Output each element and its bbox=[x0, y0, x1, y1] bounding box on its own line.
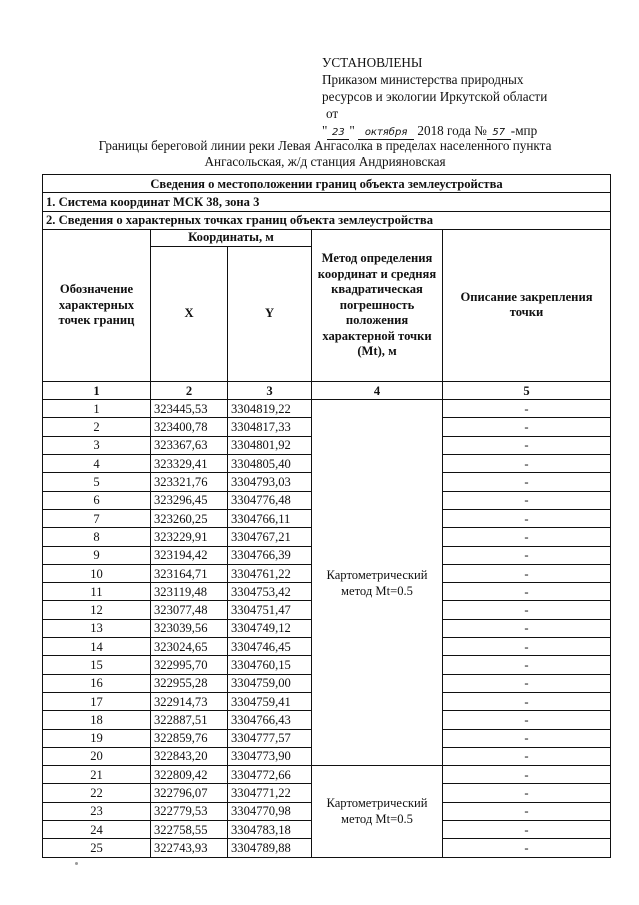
point-description: - bbox=[443, 583, 611, 601]
point-number: 7 bbox=[43, 509, 151, 527]
point-x: 323194,42 bbox=[151, 546, 228, 564]
coordinate-system-row bbox=[43, 193, 611, 211]
point-description: - bbox=[443, 802, 611, 820]
approval-number: 57 bbox=[487, 126, 511, 140]
point-y: 3304777,57 bbox=[228, 729, 312, 747]
point-x: 323164,71 bbox=[151, 564, 228, 582]
scan-speck bbox=[75, 862, 78, 865]
point-description: - bbox=[443, 619, 611, 637]
point-x: 322743,93 bbox=[151, 839, 228, 857]
point-y: 3304776,48 bbox=[228, 491, 312, 509]
point-number: 19 bbox=[43, 729, 151, 747]
point-description: - bbox=[443, 766, 611, 784]
point-description: - bbox=[443, 473, 611, 491]
point-x: 323024,65 bbox=[151, 638, 228, 656]
point-x: 322809,42 bbox=[151, 766, 228, 784]
point-y: 3304783,18 bbox=[228, 821, 312, 839]
point-y: 3304767,21 bbox=[228, 528, 312, 546]
point-number: 11 bbox=[43, 583, 151, 601]
subtitle-line-2: Ангасольская, ж/д станция Андрияновская bbox=[204, 154, 446, 169]
subtitle-line-1: Границы береговой линии реки Левая Ангасолка в пределах населенного пункта bbox=[98, 138, 552, 153]
section-title-row bbox=[43, 175, 611, 193]
point-y: 3304770,98 bbox=[228, 802, 312, 820]
point-description: - bbox=[443, 455, 611, 473]
point-x: 323119,48 bbox=[151, 583, 228, 601]
point-number: 4 bbox=[43, 455, 151, 473]
point-description: - bbox=[443, 821, 611, 839]
point-y: 3304759,00 bbox=[228, 674, 312, 692]
point-description: - bbox=[443, 784, 611, 802]
point-description: - bbox=[443, 674, 611, 692]
column-number: 2 bbox=[151, 381, 228, 399]
point-number: 18 bbox=[43, 711, 151, 729]
point-number: 21 bbox=[43, 766, 151, 784]
point-number: 16 bbox=[43, 674, 151, 692]
point-y: 3304805,40 bbox=[228, 455, 312, 473]
point-x: 322758,55 bbox=[151, 821, 228, 839]
approval-line-1: Приказом министерства природных bbox=[322, 72, 524, 87]
col-designation-header: Обозначение характерных точек границ bbox=[43, 229, 151, 381]
point-number: 5 bbox=[43, 473, 151, 491]
point-y: 3304751,47 bbox=[228, 601, 312, 619]
col-y-header: Y bbox=[228, 246, 312, 381]
section-title: Сведения о местоположении границ объекта землеустройства bbox=[43, 175, 611, 193]
point-x: 323077,48 bbox=[151, 601, 228, 619]
approval-day: 23 bbox=[327, 126, 349, 140]
approval-heading: УСТАНОВЛЕНЫ bbox=[322, 55, 423, 70]
point-number: 15 bbox=[43, 656, 151, 674]
point-y: 3304801,92 bbox=[228, 436, 312, 454]
point-description: - bbox=[443, 546, 611, 564]
point-number: 9 bbox=[43, 546, 151, 564]
point-y: 3304766,43 bbox=[228, 711, 312, 729]
point-number: 1 bbox=[43, 400, 151, 418]
point-number: 10 bbox=[43, 564, 151, 582]
point-number: 20 bbox=[43, 747, 151, 765]
point-x: 322779,53 bbox=[151, 802, 228, 820]
quote-close: " bbox=[349, 123, 355, 138]
point-description: - bbox=[443, 418, 611, 436]
point-number: 24 bbox=[43, 821, 151, 839]
point-number: 12 bbox=[43, 601, 151, 619]
point-y: 3304760,15 bbox=[228, 656, 312, 674]
point-x: 323296,45 bbox=[151, 491, 228, 509]
point-description: - bbox=[443, 564, 611, 582]
point-y: 3304793,03 bbox=[228, 473, 312, 491]
point-y: 3304772,66 bbox=[228, 766, 312, 784]
point-x: 322995,70 bbox=[151, 656, 228, 674]
point-x: 322914,73 bbox=[151, 692, 228, 710]
point-number: 23 bbox=[43, 802, 151, 820]
approval-line-2: ресурсов и экологии Иркутской области bbox=[322, 89, 548, 104]
point-number: 8 bbox=[43, 528, 151, 546]
points-title: 2. Сведения о характерных точках границ объекта землеустройства bbox=[43, 211, 611, 229]
point-x: 322796,07 bbox=[151, 784, 228, 802]
point-description: - bbox=[443, 491, 611, 509]
point-x: 323321,76 bbox=[151, 473, 228, 491]
point-description: - bbox=[443, 509, 611, 527]
point-x: 323329,41 bbox=[151, 455, 228, 473]
point-y: 3304749,12 bbox=[228, 619, 312, 637]
point-y: 3304746,45 bbox=[228, 638, 312, 656]
point-x: 323367,63 bbox=[151, 436, 228, 454]
col-coords-header: Координаты, м bbox=[151, 229, 312, 246]
method-cell: Картометрический метод Mt=0.5 bbox=[312, 766, 443, 857]
point-y: 3304771,22 bbox=[228, 784, 312, 802]
table-row bbox=[43, 766, 611, 784]
point-x: 323260,25 bbox=[151, 509, 228, 527]
point-description: - bbox=[443, 692, 611, 710]
point-description: - bbox=[443, 601, 611, 619]
point-y: 3304817,33 bbox=[228, 418, 312, 436]
col-x-header: X bbox=[151, 246, 228, 381]
point-number: 3 bbox=[43, 436, 151, 454]
column-numbers-row bbox=[43, 381, 611, 399]
point-x: 322887,51 bbox=[151, 711, 228, 729]
point-y: 3304759,41 bbox=[228, 692, 312, 710]
approval-suffix: -мпр bbox=[510, 123, 538, 138]
column-number: 3 bbox=[228, 381, 312, 399]
point-y: 3304766,11 bbox=[228, 509, 312, 527]
document-subtitle bbox=[40, 138, 610, 170]
point-y: 3304766,39 bbox=[228, 546, 312, 564]
point-y: 3304819,22 bbox=[228, 400, 312, 418]
approval-from: от bbox=[326, 106, 339, 121]
point-number: 13 bbox=[43, 619, 151, 637]
coordinate-system: 1. Система координат МСК 38, зона 3 bbox=[43, 193, 611, 211]
point-x: 322955,28 bbox=[151, 674, 228, 692]
point-description: - bbox=[443, 839, 611, 857]
approval-block bbox=[322, 54, 622, 140]
column-number: 1 bbox=[43, 381, 151, 399]
point-x: 323229,91 bbox=[151, 528, 228, 546]
table-row bbox=[43, 400, 611, 418]
point-description: - bbox=[443, 436, 611, 454]
point-x: 322859,76 bbox=[151, 729, 228, 747]
point-number: 22 bbox=[43, 784, 151, 802]
method-cell: Картометрический метод Mt=0.5 bbox=[312, 400, 443, 766]
point-x: 323445,53 bbox=[151, 400, 228, 418]
col-description-header: Описание закрепления точки bbox=[443, 229, 611, 381]
point-description: - bbox=[443, 528, 611, 546]
point-x: 323400,78 bbox=[151, 418, 228, 436]
header-row-1 bbox=[43, 229, 611, 246]
column-number: 4 bbox=[312, 381, 443, 399]
point-x: 323039,56 bbox=[151, 619, 228, 637]
point-y: 3304761,22 bbox=[228, 564, 312, 582]
point-number: 17 bbox=[43, 692, 151, 710]
point-x: 322843,20 bbox=[151, 747, 228, 765]
boundary-points-table bbox=[42, 174, 611, 858]
col-method-header: Метод определения координат и средняя квадратическая погрешность положения характерной точки (Mt), м bbox=[312, 229, 443, 381]
point-description: - bbox=[443, 747, 611, 765]
approval-year: 2018 года № bbox=[417, 123, 487, 138]
point-description: - bbox=[443, 656, 611, 674]
approval-month: октября bbox=[358, 126, 414, 140]
point-number: 14 bbox=[43, 638, 151, 656]
point-number: 25 bbox=[43, 839, 151, 857]
points-title-row bbox=[43, 211, 611, 229]
point-description: - bbox=[443, 400, 611, 418]
point-y: 3304753,42 bbox=[228, 583, 312, 601]
point-y: 3304789,88 bbox=[228, 839, 312, 857]
point-description: - bbox=[443, 729, 611, 747]
point-number: 2 bbox=[43, 418, 151, 436]
point-y: 3304773,90 bbox=[228, 747, 312, 765]
point-description: - bbox=[443, 711, 611, 729]
point-number: 6 bbox=[43, 491, 151, 509]
quote-open: " bbox=[322, 123, 328, 138]
point-description: - bbox=[443, 638, 611, 656]
column-number: 5 bbox=[443, 381, 611, 399]
